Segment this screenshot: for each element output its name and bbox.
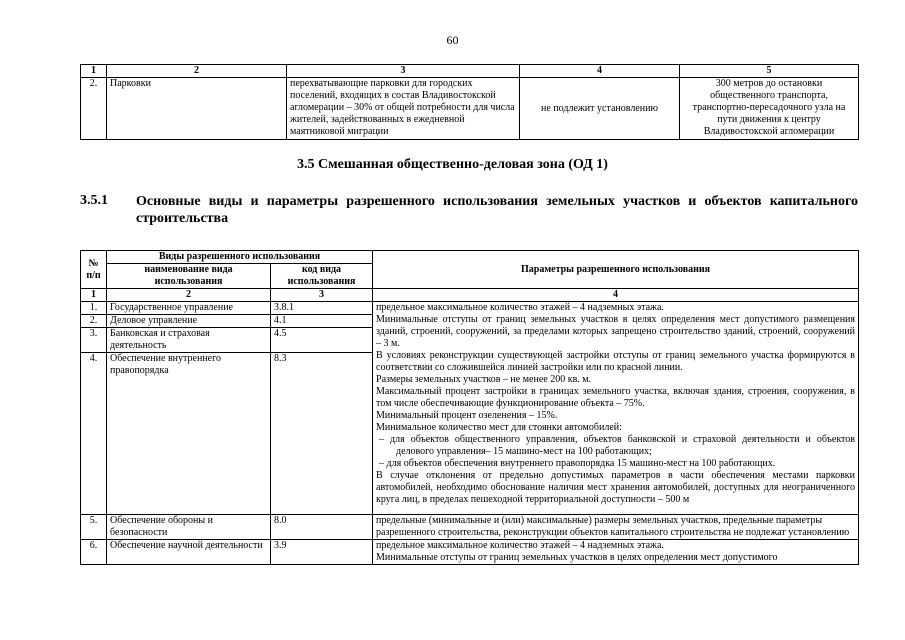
table-row <box>81 540 859 565</box>
header-group: Виды разрешенного использования <box>107 251 373 264</box>
header-params: Параметры разрешенного использования <box>373 251 859 289</box>
header-cell: 2 <box>107 65 287 78</box>
row-description: перехватывающие парковки для городских поселений, входящих в состав Владивостокской агломерации – 30% от общей потребности для числа жителей, задействованных в ежедневной маятниковой миграции <box>287 78 520 140</box>
row-name: Государственное управление <box>107 302 271 315</box>
params-cell-c <box>373 540 859 565</box>
land-use-table <box>80 250 859 565</box>
row-name: Обеспечение обороны и безопасности <box>107 515 271 540</box>
table-row <box>81 515 859 540</box>
header-num: № п/п <box>81 251 107 289</box>
row-number: 2. <box>81 315 107 328</box>
index-cell: 3 <box>271 289 373 302</box>
header-cell: 4 <box>520 65 680 78</box>
param-text: Размеры земельных участков – не менее 200 кв. м. <box>376 374 592 385</box>
table-index-row <box>81 289 859 302</box>
param-dash-item: – для объектов обеспечения внутреннего правопорядка 15 машино-мест на 100 работающих. <box>379 458 776 469</box>
param-text: Максимальный процент застройки в границах земельного участка, включая здания, строения, сооружения, в том числе обеспечивающие функционирование объекта – 75%. <box>376 386 856 409</box>
params-cell-a <box>373 302 859 515</box>
param-text: В случае отклонения от предельно допустимых параметров в части обеспечения местами парковки автомобилей, необходимо обоснование наличия мест хранения автомобилей, доступных для неограниченного круга лиц, в пределах пешеходной территориальной доступности – 500 м <box>376 470 856 505</box>
row-number: 2. <box>81 78 107 140</box>
row-code: 4.5 <box>271 328 373 353</box>
row-code: 4.1 <box>271 315 373 328</box>
row-code: 3.8.1 <box>271 302 373 315</box>
row-number: 3. <box>81 328 107 353</box>
row-code: 8.0 <box>271 515 373 540</box>
table-row <box>81 302 859 315</box>
row-col4: не подлежит установлению <box>520 78 680 140</box>
zone-title: 3.5 Смешанная общественно-деловая зона (ОД 1) <box>297 157 608 172</box>
row-number: 6. <box>81 540 107 565</box>
row-code: 8.3 <box>271 353 373 515</box>
param-text: Минимальные отступы от границ земельных участков в целях определения мест допустимого размещения зданий, строений, сооружений, за пределами которых запрещено строительство зданий, строений, сооружений – 3 м. <box>376 314 856 349</box>
header-cell: 5 <box>680 65 859 78</box>
row-col5: 300 метров до остановки общественного транспорта, транспортно-пересадочного узла на пути движения к центру Владивостокской агломерации <box>680 78 859 140</box>
params-cell-b: предельные (минимальные и (или) максимальные) размеры земельных участков, предельные параметры разрешенного строительства, реконструкции объектов капитального строительства не подлежат установлению <box>373 515 859 540</box>
row-name: Парковки <box>107 78 287 140</box>
row-number: 1. <box>81 302 107 315</box>
row-name: Обеспечение внутреннего правопорядка <box>107 353 271 515</box>
param-dash-item: – для объектов общественного управления, объектов банковской и страховой деятельности и объектов делового управления– 15 машино-мест на 100 работающих; <box>379 434 856 457</box>
table-header-row <box>81 65 859 78</box>
row-number: 4. <box>81 353 107 515</box>
header-cell: 1 <box>81 65 107 78</box>
param-text: Минимальное количество мест для стоянки автомобилей: <box>376 422 622 433</box>
row-name: Банковская и страховая деятельность <box>107 328 271 353</box>
param-text: Минимальный процент озеленения – 15%. <box>376 410 558 421</box>
parking-table <box>80 64 859 140</box>
param-text: предельное максимальное количество этажей – 4 надземных этажа. <box>376 540 664 551</box>
header-cell: 3 <box>287 65 520 78</box>
row-number: 5. <box>81 515 107 540</box>
page-number: 60 <box>446 33 459 47</box>
param-text: Минимальные отступы от границ земельных участков в целях определения мест допустимого <box>376 552 778 563</box>
table-header-row <box>81 251 859 264</box>
index-cell: 4 <box>373 289 859 302</box>
table-row <box>81 78 859 140</box>
header-code: код вида использования <box>271 264 373 289</box>
row-name: Обеспечение научной деятельности <box>107 540 271 565</box>
index-cell: 1 <box>81 289 107 302</box>
param-text: В условиях реконструкции существующей застройки отступы от границ земельного участка формируются в соответствии со сложившейся линией застройки или по красной линии. <box>376 350 856 373</box>
index-cell: 2 <box>107 289 271 302</box>
param-text: предельное максимальное количество этажей – 4 надземных этажа. <box>376 302 664 313</box>
header-name: наименование вида использования <box>107 264 271 289</box>
row-name: Деловое управление <box>107 315 271 328</box>
subsection-title: Основные виды и параметры разрешенного использования земельных участков и объектов капитального строительства <box>136 194 858 226</box>
row-code: 3.9 <box>271 540 373 565</box>
subsection-number: 3.5.1 <box>80 193 108 208</box>
